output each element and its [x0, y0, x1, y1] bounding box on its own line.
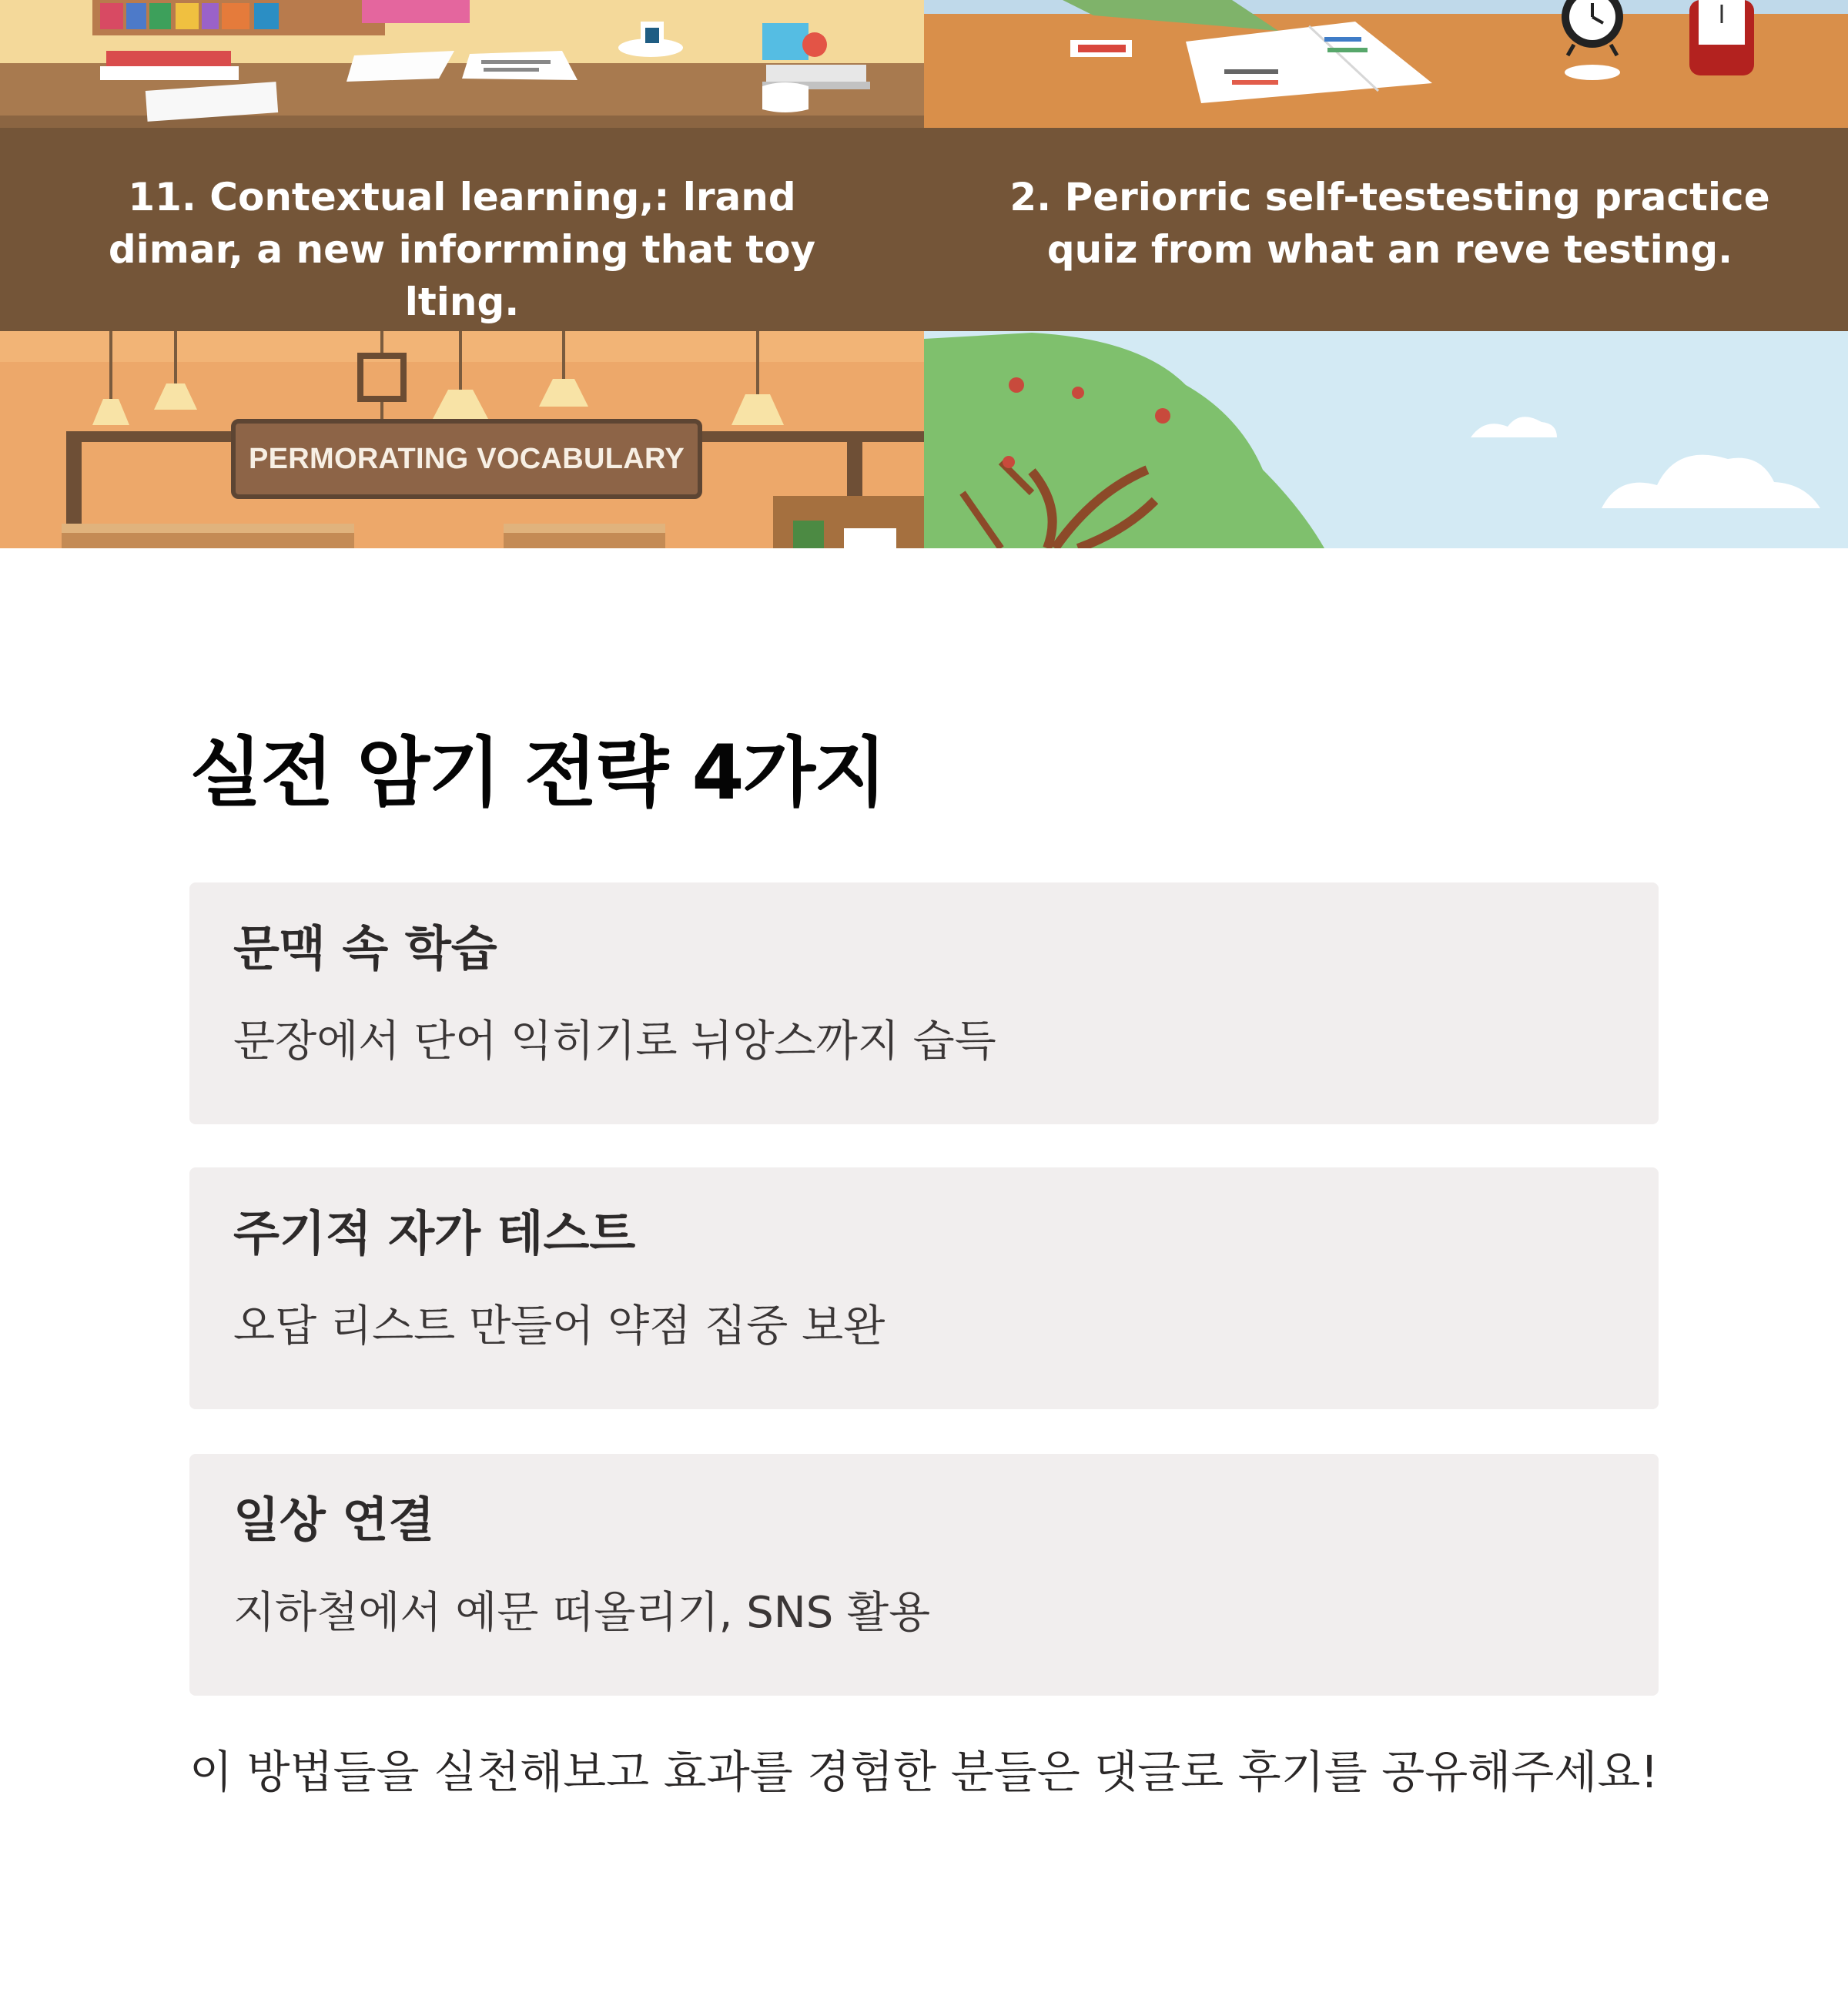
strategy-card — [189, 1167, 1659, 1409]
strategy-card-description: 문장에서 단어 익히기로 뉘앙스까지 습득 — [233, 1016, 996, 1067]
strategy-card — [189, 882, 1659, 1124]
section-title: 실전 암기 전략 4가지 — [189, 729, 886, 817]
hero-caption-left: 11. Contextual learning,: lrand dimar, a new inforrming that toy lting. — [108, 175, 816, 324]
closing-text: 이 방법들을 실천해보고 효과를 경험한 분들은 댓글로 후기를 공유해주세요! — [189, 1746, 1659, 1798]
strategy-card-description: 오답 리스트 만들어 약점 집중 보완 — [233, 1301, 886, 1351]
strategy-card — [189, 1454, 1659, 1696]
hero-illustration — [0, 0, 1848, 548]
strategy-card-title: 주기적 자가 테스트 — [233, 1205, 636, 1261]
strategy-card-description: 지하철에서 예문 떠올리기, SNS 활용 — [233, 1588, 931, 1638]
hero-caption-right: 2. Periorric self-testesting practice quiz from what an reve testing. — [1009, 175, 1770, 272]
strategy-card-title: 일상 연결 — [233, 1492, 435, 1548]
hero-sign: PERMORATING VOCABULARY — [231, 419, 702, 499]
strategy-card-title: 문맥 속 학습 — [233, 920, 497, 976]
